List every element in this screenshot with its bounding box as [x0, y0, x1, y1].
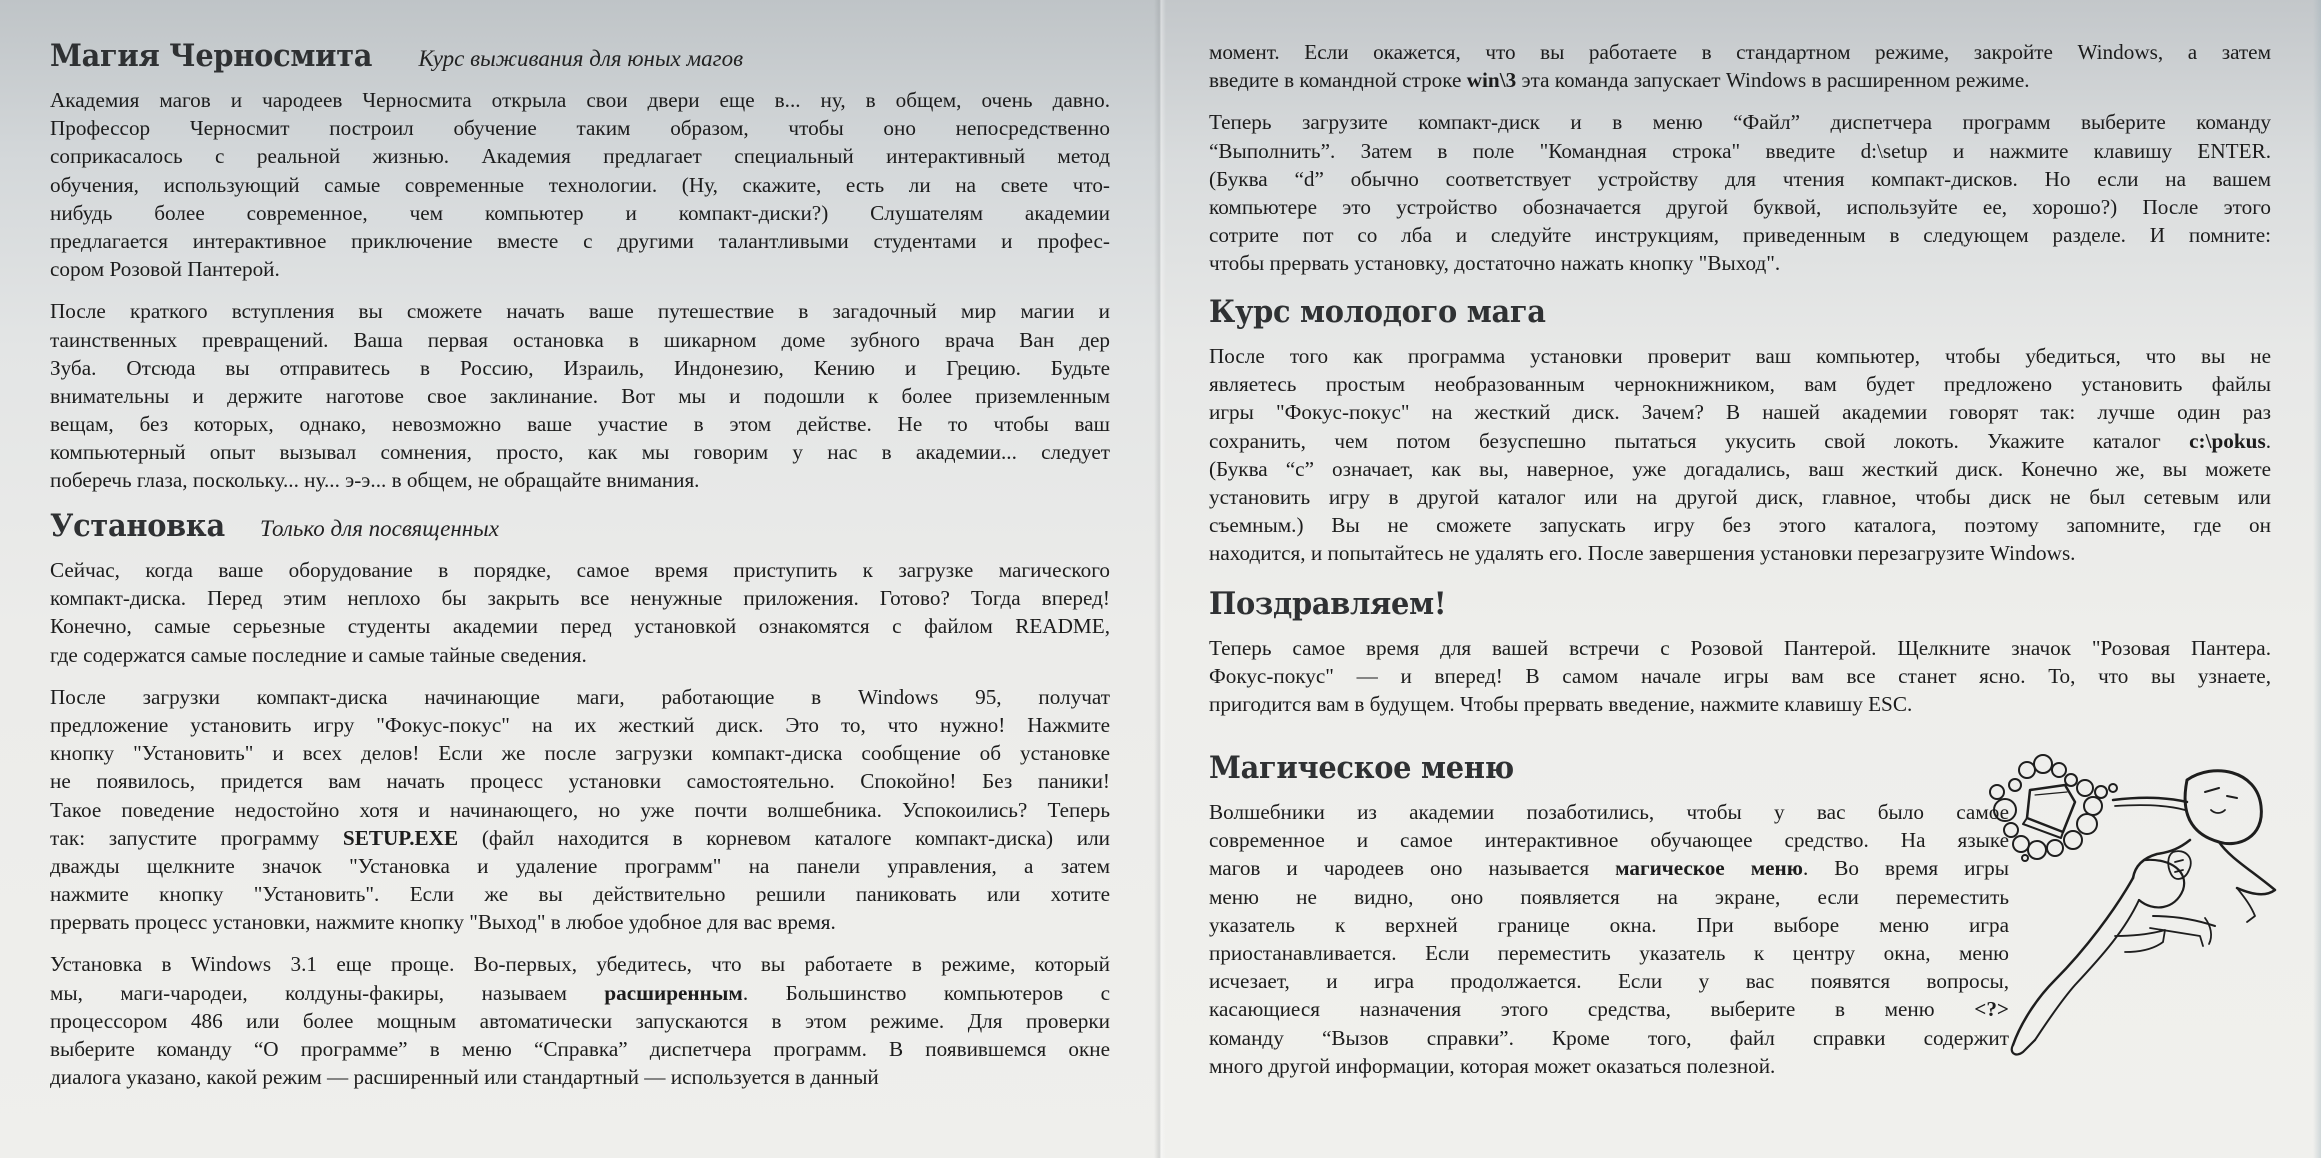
- text-line: [50, 1007, 1110, 1035]
- section-body: [1209, 342, 2271, 568]
- section-install-continued: [1209, 38, 2271, 292]
- center-fold: [1154, 0, 1166, 1158]
- text-line: [50, 767, 1110, 795]
- text-run: компьютере это устройство обозначается другой буквой, используйте ее, хорошо?) После этого: [1209, 194, 2271, 219]
- paragraph: [1209, 38, 2271, 94]
- left-column: [50, 38, 1110, 1138]
- text-line: [1209, 798, 2009, 826]
- text-run: введите в командной строке: [1209, 68, 1467, 93]
- text-line: [50, 86, 1110, 114]
- text-run: . Большинство компьютеров с: [742, 980, 1111, 1005]
- text-run: установить игру в другой каталог или на другой диск, главное, чтобы диск не был сетевым или: [1209, 484, 2271, 509]
- text-line: [1209, 967, 2009, 995]
- text-line: [50, 1063, 1110, 1091]
- text-run: исчезает, и игра продолжается. Если у вас появятся вопросы,: [1209, 969, 2009, 994]
- text-line: [1209, 249, 2271, 277]
- text-run: предлагается интерактивное приключение вместе с другими талантливыми студентами и профес-: [50, 228, 1110, 253]
- text-run: мы, маги-чародеи, колдуны-факиры, называем: [50, 980, 605, 1005]
- text-run: сотрите пот со лба и следуйте инструкциям, приведенным в следующем разделе. И помните:: [1209, 223, 2271, 248]
- paragraph: [1209, 342, 2271, 568]
- text-line: [1209, 398, 2271, 426]
- text-line: [1209, 342, 2271, 370]
- section-title: Курс молодого мага: [1209, 294, 1546, 330]
- text-run: современное и самое интерактивное обучающее средство. На языке: [1209, 828, 2009, 853]
- text-run: После того как программа установки проверит ваш компьютер, чтобы убедиться, что вы не: [1209, 344, 2271, 368]
- text-line: [50, 908, 1110, 936]
- text-line: [50, 438, 1110, 466]
- text-run: не появилось, придется вам начать процесс установки самостоятельно. Спокойно! Без паники!: [50, 769, 1110, 794]
- text-run: являетесь простым необразованным чернокнижником, вам будет предложено установить файлы: [1209, 372, 2271, 397]
- text-run: Профессор Черносмит построил обучение таким образом, чтобы оно непосредственно: [50, 116, 1110, 141]
- text-run: внимательны и держите наготове свое заклинание. Вот мы и подошли к более приземленным: [50, 383, 1110, 408]
- text-line: [50, 796, 1110, 824]
- text-run: После загрузки компакт-диска начинающие маги, работающие в Windows 95, получат: [50, 684, 1110, 709]
- text-run: пригодится вам в будущем. Чтобы прервать введение, нажмите клавишу ESC.: [1209, 692, 1913, 717]
- text-run: Сейчас, когда ваше оборудование в порядке, самое время приступить к загрузке магического: [50, 558, 1110, 582]
- text-line: [1209, 939, 2009, 967]
- text-run: обучения, использующий самые современные технологии. (Ну, скажите, есть ли на свете что-: [50, 172, 1110, 197]
- text-line: [50, 410, 1110, 438]
- text-line: [50, 683, 1110, 711]
- text-line: [50, 382, 1110, 410]
- text-line: [50, 199, 1110, 227]
- bold-text: магическое меню: [1615, 856, 1803, 881]
- paragraph: [50, 297, 1110, 494]
- text-run: где содержатся самые последние и самые тайные сведения.: [50, 642, 587, 667]
- section-congrats: [1209, 586, 2271, 733]
- text-run: находится, и попытайтесь не удалять его. После завершения установки перезагрузите Windows.: [1209, 541, 2076, 566]
- panther-head-icon: [2185, 771, 2261, 844]
- text-line: [50, 255, 1110, 283]
- section-heading: [50, 508, 1110, 552]
- text-line: [50, 711, 1110, 739]
- section-title: Магия Черносмита: [50, 38, 373, 74]
- text-run: соприкасалось с реальной жизнью. Академия предлагает специальный интерактивный метод: [50, 144, 1110, 169]
- text-run: После краткого вступления вы сможете начать ваше путешествие в загадочный мир магии и: [50, 299, 1110, 324]
- text-run: магов и чародеев оно называется: [1209, 856, 1616, 881]
- paragraph: [50, 86, 1110, 283]
- text-run: (Буква “d” обычно соответствует устройству для чтения компакт-дисков. Но если на вашем: [1209, 166, 2271, 191]
- text-run: компьютерный опыт вызывал сомнения, просто, как мы говорим у нас в академии... следует: [50, 440, 1110, 465]
- text-line: [50, 612, 1110, 640]
- text-line: [50, 584, 1110, 612]
- text-line: [1209, 370, 2271, 398]
- text-line: [1209, 826, 2009, 854]
- text-line: [50, 1035, 1110, 1063]
- text-run: Зуба. Отсюда вы отправитесь в Россию, Израиль, Индонезию, Кению и Грецию. Будьте: [50, 355, 1110, 380]
- text-line: [1209, 911, 2009, 939]
- text-line: [50, 852, 1110, 880]
- text-run: нибудь более современное, чем компьютер и компакт-диски?) Слушателям академии: [50, 200, 1110, 225]
- text-run: (файл находится в корневом каталоге компакт-диска) или: [458, 825, 1110, 850]
- text-line: [1209, 511, 2271, 539]
- paragraph: [1209, 108, 2271, 277]
- text-line: [1209, 854, 2009, 882]
- section-body: [50, 86, 1110, 495]
- text-run: сором Розовой Пантерой.: [50, 257, 280, 282]
- text-line: [1209, 690, 2271, 718]
- text-run: съемным.) Вы не сможете запускать игру без этого каталога, поэтому запомните, где он: [1209, 513, 2271, 538]
- text-line: [50, 227, 1110, 255]
- bold-text: <?>: [1974, 997, 2009, 1022]
- text-line: [50, 739, 1110, 767]
- section-subtitle: Только для посвященных: [260, 516, 499, 541]
- section-heading: [50, 38, 1110, 82]
- pink-panther-wizard-drawing-icon: [1975, 740, 2305, 1070]
- text-line: [1209, 539, 2271, 567]
- section-subtitle: Курс выживания для юных магов: [418, 46, 744, 71]
- text-run: “Выполнить”. Затем в поле "Командная строка" введите d:\setup и нажмите клавишу ENTER.: [1209, 138, 2271, 163]
- section-install: [50, 508, 1110, 1105]
- text-line: [1209, 483, 2271, 511]
- text-line: [1209, 38, 2271, 66]
- text-line: [1209, 1024, 2009, 1052]
- text-run: команду “Вызов справки”. Кроме того, файл справки содержит: [1209, 1025, 2009, 1050]
- text-run: компакт-диска. Перед этим неплохо бы закрыть все ненужные приложения. Готово? Тогда вперед!: [50, 586, 1110, 611]
- text-run: процессором 486 или более мощным автоматически запускаются в этом режиме. Для проверки: [50, 1008, 1110, 1033]
- text-run: нажмите кнопку "Установить". Если же вы действительно решили паниковать или хотите: [50, 882, 1110, 907]
- text-line: [1209, 662, 2271, 690]
- text-line: [1209, 193, 2271, 221]
- text-run: поберечь глаза, поскольку... ну... э-э... в общем, не обращайте внимания.: [50, 468, 700, 493]
- text-line: [1209, 883, 2009, 911]
- text-line: [50, 641, 1110, 669]
- text-run: игры "Фокус-покус" на жесткий диск. Зачем? В нашей академии говорят так: лучше один раз: [1209, 400, 2271, 425]
- text-line: [50, 950, 1110, 978]
- bold-text: win\3: [1466, 68, 1517, 93]
- text-line: [50, 297, 1110, 325]
- text-run: Волшебники из академии позаботились, чтобы у вас было самое: [1209, 800, 2009, 824]
- bold-text: расширенным: [604, 980, 743, 1005]
- text-run: вещам, без которых, однако, невозможно ваше участие в этом действе. Не то чтобы ваш: [50, 412, 1110, 437]
- text-run: указатель к верхней границе окна. При выборе меню игра: [1209, 912, 2009, 937]
- bold-text: SETUP.EXE: [342, 825, 459, 850]
- section-body: [50, 556, 1110, 1091]
- magic-book-icon: [1990, 755, 2117, 861]
- text-run: сохранить, чем потом безуспешно пытаться укусить свой локоть. Укажите каталог: [1209, 428, 2190, 453]
- text-line: [50, 142, 1110, 170]
- section-heading: [1209, 586, 2271, 630]
- text-line: [1209, 427, 2271, 455]
- section-body: [1209, 38, 2271, 278]
- section-title: Поздравляем!: [1209, 586, 1447, 622]
- paragraph: [50, 683, 1110, 937]
- text-line: [1209, 634, 2271, 662]
- section-magic: [50, 38, 1110, 509]
- text-run: кнопку "Установить" и всех делов! Если же после загрузки компакт-диска сообщение об установке: [50, 741, 1110, 766]
- text-run: Такое поведение недостойно хотя и начинающего, но уже почти волшебника. Успокоились? Теперь: [50, 797, 1110, 822]
- text-line: [50, 354, 1110, 382]
- text-line: [50, 556, 1110, 584]
- text-run: много другой информации, которая может оказаться полезной.: [1209, 1053, 1776, 1078]
- text-line: [50, 171, 1110, 199]
- section-title: Магическое меню: [1209, 750, 1514, 786]
- text-run: дважды щелкните значок "Установка и удаление программ" на панели управления, а затем: [50, 853, 1110, 878]
- text-line: [1209, 221, 2271, 249]
- text-run: касающиеся назначения этого средства, выберите в меню: [1209, 997, 1975, 1022]
- text-run: диалога указано, какой режим — расширенный или стандартный — используется в данный: [50, 1065, 879, 1090]
- text-run: приостанавливается. Если переместить указатель к центру окна, меню: [1209, 940, 2009, 965]
- section-body: [1209, 634, 2271, 719]
- text-run: Установка в Windows 3.1 еще проще. Во-первых, убедитесь, что вы работаете в режиме, который: [50, 952, 1110, 977]
- text-line: [1209, 455, 2271, 483]
- text-run: чтобы прервать установку, достаточно нажать кнопку "Выход".: [1209, 251, 1781, 276]
- text-run: так: запустите программу: [50, 825, 343, 850]
- text-line: [1209, 995, 2009, 1023]
- text-line: [50, 114, 1110, 142]
- section-title: Установка: [50, 508, 225, 544]
- text-run: Теперь самое время для вашей встречи с Розовой Пантерой. Щелкните значок "Розовая Пантера.: [1209, 636, 2271, 660]
- text-line: [1209, 1052, 2009, 1080]
- text-run: Фокус-покус" — и вперед! В самом начале игры вам все станет ясно. То, что вы узнаете,: [1209, 664, 2271, 689]
- text-run: Академия магов и чародеев Черносмита открыла свои двери еще в... ну, в общем, очень давно.: [50, 88, 1110, 112]
- text-run: момент. Если окажется, что вы работаете в стандартном режиме, закройте Windows, а затем: [1209, 40, 2271, 64]
- text-run: выберите команду “О программе” в меню “Справка” диспетчера программ. В появившемся окне: [50, 1037, 1110, 1061]
- section-heading: [1209, 294, 2271, 338]
- text-line: [50, 326, 1110, 354]
- text-run: .: [2265, 428, 2271, 453]
- paragraph: [50, 556, 1110, 669]
- page-edge: [2313, 0, 2321, 1158]
- text-line: [50, 466, 1110, 494]
- text-run: эта команда запускает Windows в расширенном режиме.: [1516, 68, 2030, 93]
- text-line: [1209, 165, 2271, 193]
- text-run: таинственных превращений. Ваша первая остановка в шикарном доме зубного врача Ван дер: [50, 327, 1110, 352]
- text-line: [1209, 137, 2271, 165]
- section-course: [1209, 294, 2271, 582]
- text-run: Конечно, самые серьезные студенты академии перед установкой ознакомятся с файлом README,: [50, 614, 1110, 639]
- text-run: предложение установить игру "Фокус-покус" на их жесткий диск. Это то, что нужно! Нажмите: [50, 712, 1110, 737]
- text-line: [1209, 66, 2271, 94]
- text-line: [50, 979, 1110, 1007]
- text-run: меню не видно, оно появляется на экране, если переместить: [1209, 884, 2009, 909]
- bold-text: c:\pokus: [2189, 428, 2266, 453]
- text-line: [50, 880, 1110, 908]
- text-run: прервать процесс установки, нажмите кнопку "Выход" в любое удобное для вас время.: [50, 910, 836, 935]
- text-run: . Во время игры: [1802, 856, 2009, 881]
- paragraph: [1209, 634, 2271, 719]
- text-line: [50, 824, 1110, 852]
- text-run: (Буква “c” означает, как вы, наверное, уже догадались, ваш жесткий диск. Конечно же, вы можете: [1209, 456, 2271, 481]
- text-line: [1209, 108, 2271, 136]
- text-run: Теперь загрузите компакт-диск и в меню “Файл” диспетчера программ выберите команду: [1209, 110, 2271, 135]
- paragraph: [50, 950, 1110, 1091]
